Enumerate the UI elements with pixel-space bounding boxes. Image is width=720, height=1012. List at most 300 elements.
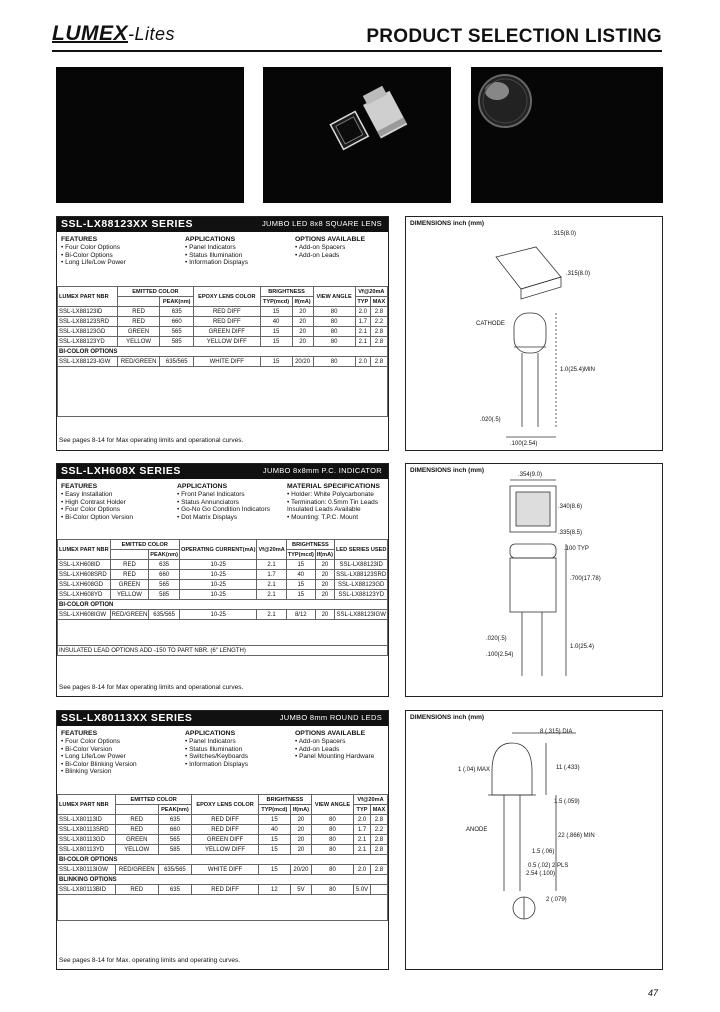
dim-label: 0.5 (.02) 2 PLS (528, 863, 569, 869)
table-row (58, 307, 388, 317)
table-cell: SSL-LX88123YD (58, 337, 118, 347)
table-cell: 15 (286, 560, 315, 570)
table-cell: 2.0 (355, 307, 370, 317)
table-row (58, 570, 388, 580)
features-col (61, 236, 126, 267)
series-description: JUMBO 8x8mm P.C. INDICATOR (262, 466, 382, 475)
photo-pc-indicator (263, 67, 451, 203)
features-col (61, 483, 133, 521)
col-header: VIEW ANGLE (313, 287, 355, 307)
sub-header: MAX (370, 805, 387, 815)
group-label: BI-COLOR OPTION (58, 600, 388, 610)
table-cell: SSL-LX88123SRD (336, 571, 387, 578)
material-item: • Termination: 0.5mm Tin Leads (287, 498, 379, 506)
table-cell: SSL-LXH608IGW (58, 610, 111, 620)
dimensions-unit: inch (mm) (452, 467, 485, 474)
table-cell: SSL-LX80113BID (58, 885, 116, 895)
table-cell: 2.8 (370, 327, 387, 337)
table-cell: 660 (158, 825, 192, 835)
table-cell: 15 (258, 835, 290, 845)
dimensions-drawing-3 (405, 710, 663, 970)
table-cell: GREEN DIFF (194, 327, 260, 337)
application-item: • Front Panel Indicators (177, 491, 245, 499)
footnote: See pages 8-14 for Max. operating limits and operating curves. (59, 957, 241, 964)
table-cell: RED (115, 825, 158, 835)
table-cell: 2.1 (257, 610, 286, 620)
applications-col (185, 730, 248, 768)
table-cell: 10-25 (179, 590, 256, 600)
table-cell: 10-25 (179, 610, 256, 620)
round-led-drawing (406, 711, 664, 971)
table-cell: 20/20 (292, 357, 313, 367)
table-cell: 20 (315, 570, 334, 580)
sub-header: PEAK(nm) (160, 297, 194, 307)
table-cell: RED (117, 307, 160, 317)
table-cell: GREEN (110, 580, 149, 590)
col-header: LUMEX PART NBR (58, 540, 111, 560)
dim-label: .700(17.78) (570, 576, 601, 582)
applications-col (177, 483, 270, 521)
table-cell: 20 (315, 560, 334, 570)
features-col (61, 730, 137, 775)
section-lx88123 (56, 216, 389, 451)
table-cell: 15 (260, 327, 292, 337)
dim-label: 2.54 (.100) (526, 871, 556, 877)
table-cell: 15 (286, 580, 315, 590)
table-cell: 80 (313, 337, 355, 347)
group-label: BLINKING OPTIONS (58, 875, 388, 885)
table-cell: 635 (160, 307, 194, 317)
option-item: • Add-on Spacers (295, 738, 346, 746)
table-cell: SSL-LX88123ID (335, 560, 388, 570)
table-cell: 80 (311, 885, 353, 895)
table-cell: 10-25 (179, 560, 256, 570)
material-head: MATERIAL SPECIFICATIONS (287, 483, 380, 490)
applications-head: APPLICATIONS (177, 483, 228, 490)
feature-item: • Long Life/Low Power (61, 259, 126, 267)
page-number: 47 (648, 988, 659, 998)
dim-label: .020(.5) (486, 636, 507, 642)
application-item: • Information Displays (185, 760, 248, 768)
dim-label: .315(8.0) (552, 231, 577, 237)
logo-brand: LUMEX (52, 22, 128, 45)
dimensions-title: DIMENSIONS inch (mm) (410, 220, 485, 227)
col-header: EMITTED COLOR (117, 287, 193, 297)
sub-header: If(mA) (290, 805, 311, 815)
section-header (57, 711, 388, 726)
dim-label: .335(8.5) (558, 530, 583, 536)
dim-label: .100(2.54) (510, 441, 538, 447)
col-header: BRIGHTNESS (260, 287, 313, 297)
table-cell: RED (115, 815, 158, 825)
table-cell: 15 (258, 865, 290, 875)
col-header: LUMEX PART NBR (58, 795, 116, 815)
table-cell: 585 (160, 337, 194, 347)
dim-label: 1.0(25.4)MIN (560, 367, 596, 373)
table-cell: GREEN DIFF (192, 835, 259, 845)
table-cell: 80 (311, 825, 353, 835)
applications-head: APPLICATIONS (185, 236, 236, 243)
series-description: JUMBO 8mm ROUND LEDS (279, 713, 382, 722)
features-head: FEATURES (61, 236, 98, 243)
table-cell: 15 (260, 337, 292, 347)
table-cell: 20 (290, 815, 311, 825)
table-cell: SSL-LX88123GD (58, 327, 118, 337)
dim-label: .100 TYP (564, 546, 589, 552)
table-cell: 40 (286, 570, 315, 580)
table-cell: 635/565 (158, 865, 192, 875)
table-cell: RED/GREEN (117, 357, 160, 367)
table-cell: SSL-LX88123ID (58, 307, 118, 317)
sub-header: PEAK(nm) (158, 805, 192, 815)
feature-item: • Blinking Version (61, 768, 112, 776)
option-item: • Add-on Spacers (295, 244, 346, 252)
table-cell: 5V (290, 885, 311, 895)
col-header: Vf@20mA (355, 287, 387, 297)
table-cell: 20 (290, 845, 311, 855)
logo-sub: -Lites (128, 24, 176, 44)
dim-label: .340(8.6) (558, 504, 583, 510)
series-title: SSL-LXH608X SERIES (61, 465, 181, 477)
table-row (58, 590, 388, 600)
table-cell: 2.8 (370, 865, 387, 875)
table-cell: 5.0V (354, 885, 371, 895)
table-row (58, 825, 388, 835)
table-cell: 2.1 (354, 845, 371, 855)
options-col (295, 236, 365, 259)
table-cell: 10-25 (179, 570, 256, 580)
col-header: Vf@20mA (354, 795, 388, 805)
table-cell: WHITE DIFF (192, 865, 259, 875)
table-cell: RED DIFF (192, 815, 259, 825)
table-cell: 10-25 (179, 580, 256, 590)
dim-label: 2 (.079) (546, 897, 567, 903)
col-header: BRIGHTNESS (258, 795, 311, 805)
table-cell: 1.7 (354, 825, 371, 835)
table-cell: 635/565 (149, 610, 180, 620)
table-cell: SSL-LX88123GD (335, 580, 388, 590)
table-cell: SSL-LX88123-IGW (58, 357, 118, 367)
section-header (57, 217, 388, 232)
page-header (52, 22, 662, 52)
dim-label: 8 (.315) DIA (540, 729, 573, 735)
dimensions-drawing-2 (405, 463, 663, 697)
table-cell: 585 (158, 845, 192, 855)
applications-col (185, 236, 248, 267)
sub-header: If(mA) (316, 551, 334, 558)
table-cell: 20 (290, 825, 311, 835)
table-cell: 20 (292, 337, 313, 347)
application-item: • Status Annunciators (177, 498, 239, 506)
table-cell: WHITE DIFF (194, 357, 260, 367)
dimensions-unit: inch (mm) (452, 220, 485, 227)
section-header (57, 464, 388, 479)
table-row (58, 885, 388, 895)
table-cell: 565 (160, 327, 194, 337)
table-cell: 660 (149, 570, 180, 580)
application-item: • Panel Indicators (185, 738, 236, 746)
col-header: EMITTED COLOR (110, 540, 179, 550)
table-cell: 80 (311, 845, 353, 855)
dim-label: ANODE (466, 827, 488, 833)
dim-label: .354(9.0) (518, 472, 543, 478)
table-cell: 15 (260, 357, 292, 367)
dim-label: 1.5 (.059) (554, 799, 580, 805)
feature-item: • Easy Installation (61, 491, 113, 499)
table-cell: RED (110, 570, 149, 580)
col-header: EMITTED COLOR (115, 795, 191, 805)
col-header: BRIGHTNESS (286, 540, 334, 550)
table-cell: 20 (290, 835, 311, 845)
sub-header: TYP (355, 297, 370, 307)
series-title: SSL-LX80113XX SERIES (61, 712, 193, 724)
table-cell: 2.1 (355, 337, 370, 347)
table-cell: RED DIFF (192, 825, 259, 835)
spec-table (57, 286, 388, 417)
table-cell: 2.0 (355, 357, 370, 367)
header-rule (52, 50, 662, 52)
table-cell: 2.2 (370, 825, 387, 835)
table-cell: 2.1 (257, 590, 286, 600)
table-cell: 80 (313, 307, 355, 317)
material-col (287, 483, 380, 521)
dim-label: 22 (.866) MIN (558, 833, 595, 839)
table-cell: 2.8 (370, 845, 387, 855)
section-lxh608 (56, 463, 389, 697)
table-cell: 635 (158, 815, 192, 825)
options-head: OPTIONS AVAILABLE (295, 236, 366, 243)
table-cell: SSL-LX80113GD (58, 835, 116, 845)
table-cell: 15 (260, 307, 292, 317)
series-title: SSL-LX88123XX SERIES (61, 218, 193, 230)
feature-item: • Bi-Color Version (61, 745, 113, 753)
table-cell: 660 (160, 317, 194, 327)
page-title: PRODUCT SELECTION LISTING (366, 26, 662, 47)
table-row (58, 815, 388, 825)
table-cell: 1.7 (355, 317, 370, 327)
table-cell: 2.1 (257, 580, 286, 590)
table-row (58, 357, 388, 367)
sub-header: TYP(mcd) (260, 297, 292, 307)
dimensions-title: DIMENSIONS inch (mm) (410, 467, 485, 474)
option-item: • Panel Mounting Hardware (295, 753, 375, 761)
feature-item: • High Contrast Holder (61, 498, 126, 506)
application-item: • Status Illumination (185, 251, 243, 259)
table-cell: 40 (260, 317, 292, 327)
material-item: • Holder: White Polycarbonate (287, 491, 374, 499)
dim-label: 11 (.433) (556, 765, 580, 771)
table-cell: SSL-LXH608ID (58, 560, 111, 570)
col-header: EPOXY LENS COLOR (194, 287, 260, 307)
col-header: Vf@20mA (257, 540, 286, 560)
table-cell: 635 (149, 560, 180, 570)
table-cell: 635/565 (160, 357, 194, 367)
material-item: • Mounting: T.P.C. Mount (287, 513, 359, 521)
dimensions-unit: inch (mm) (452, 714, 485, 721)
option-item: • Add-on Leads (295, 251, 340, 259)
features-block (57, 726, 388, 794)
application-item: • Go-No Go Condition Indicators (177, 506, 270, 514)
table-cell: 565 (149, 580, 180, 590)
sub-header: MAX (370, 297, 387, 307)
options-head: OPTIONS AVAILABLE (295, 730, 366, 737)
table-row (58, 580, 388, 590)
col-header: OPERATING CURRENT(mA) (179, 540, 256, 560)
table-cell: 2.1 (354, 835, 371, 845)
table-cell: 20 (292, 317, 313, 327)
series-description: JUMBO LED 8x8 SQUARE LENS (261, 219, 382, 228)
table-cell: 1.7 (257, 570, 286, 580)
table-cell: YELLOW (117, 337, 160, 347)
table-cell: 15 (258, 845, 290, 855)
table-cell: 2.8 (370, 835, 387, 845)
col-header: LUMEX PART NBR (58, 287, 118, 307)
table-cell: 20 (315, 580, 334, 590)
dim-label: .020(.5) (480, 417, 501, 423)
feature-item: • Bi-Color Blinking Version (61, 760, 137, 768)
table-cell: SSL-LX88123YD (335, 590, 388, 600)
table-cell: RED (115, 885, 158, 895)
section-lx80113 (56, 710, 389, 970)
group-label: BI-COLOR OPTIONS (58, 855, 388, 865)
table-cell: RED DIFF (192, 885, 259, 895)
dim-label: .315(8.0) (566, 271, 591, 277)
feature-item: • Bi-Color Option Version (61, 513, 134, 521)
application-item: • Panel Indicators (185, 244, 236, 252)
dim-label: 1.5 (.06) (532, 849, 555, 855)
table-row (58, 845, 388, 855)
table-cell: 15 (286, 590, 315, 600)
dimensions-title: DIMENSIONS inch (mm) (410, 714, 485, 721)
table-cell: 2.2 (370, 317, 387, 327)
col-header: EPOXY LENS COLOR (192, 795, 259, 815)
table-cell: YELLOW DIFF (192, 845, 259, 855)
dim-label: CATHODE (476, 321, 505, 327)
table-cell (370, 885, 387, 895)
table-cell: 80 (313, 357, 355, 367)
features-block (57, 479, 388, 539)
feature-item: • Four Color Options (61, 244, 120, 252)
features-head: FEATURES (61, 730, 98, 737)
table-cell: RED (117, 317, 160, 327)
sub-header: TYP (354, 805, 371, 815)
table-cell: SSL-LXH608GD (58, 580, 111, 590)
table-row (58, 835, 388, 845)
feature-item: • Bi-Color Options (61, 251, 113, 259)
application-item: • Status Illumination (185, 745, 243, 753)
table-cell: 80 (311, 815, 353, 825)
table-cell: 2.1 (257, 560, 286, 570)
table-row (58, 610, 388, 620)
dim-label: 1 (.04) MAX (458, 767, 491, 773)
table-cell: 2.0 (354, 865, 371, 875)
table-cell: SSL-LXH608SRD (58, 570, 111, 580)
table-cell: RED/GREEN (115, 865, 158, 875)
table-cell: 565 (158, 835, 192, 845)
table-cell: 40 (258, 825, 290, 835)
table-cell: SSL-LX80113YD (58, 845, 116, 855)
table-cell: 12 (258, 885, 290, 895)
table-cell: SSL-LX80113SRD (58, 825, 116, 835)
spec-table (57, 539, 388, 656)
table-row (58, 865, 388, 875)
insulated-note: INSULATED LEAD OPTIONS ADD -150 TO PART NBR. (6" LENGTH) (58, 646, 388, 656)
table-cell: 2.1 (355, 327, 370, 337)
table-cell: 20 (292, 307, 313, 317)
sub-header: TYP(mcd) (287, 551, 314, 558)
group-label: BI-COLOR OPTIONS (58, 347, 388, 357)
table-cell: 2.8 (370, 337, 387, 347)
table-row (58, 317, 388, 327)
table-cell: 20 (315, 590, 334, 600)
table-cell: 20 (292, 327, 313, 337)
sub-header: TYP(mcd) (258, 805, 290, 815)
col-header: VIEW ANGLE (311, 795, 353, 815)
dim-label: .100(2.54) (486, 652, 514, 658)
sub-header: If(mA) (292, 297, 313, 307)
table-cell: 15 (258, 815, 290, 825)
table-row (58, 337, 388, 347)
table-cell: YELLOW (110, 590, 149, 600)
table-cell: 80 (313, 317, 355, 327)
table-row (58, 327, 388, 337)
feature-item: • Four Color Options (61, 506, 120, 514)
table-cell: 80 (311, 865, 353, 875)
footnote: See pages 8-14 for Max operating limits and operational curves. (59, 437, 244, 444)
feature-item: • Four Color Options (61, 738, 120, 746)
table-cell: SSL-LX88123SRD (58, 317, 118, 327)
table-cell: 635 (158, 885, 192, 895)
dim-label: 1.0(25.4) (570, 644, 595, 650)
table-cell: 2.8 (370, 357, 387, 367)
col-header: LED SERIES USED (335, 540, 388, 560)
feature-item: • Long Life/Low Power (61, 753, 126, 761)
table-cell: 20/20 (290, 865, 311, 875)
table-cell: 585 (149, 590, 180, 600)
table-cell: 2.8 (370, 815, 387, 825)
option-item: • Add-on Leads (295, 745, 340, 753)
table-cell: SSL-LXH608YD (58, 590, 111, 600)
application-item: • Switches/Keyboards (185, 753, 248, 761)
table-cell: RED/GREEN (111, 611, 148, 618)
table-cell: RED DIFF (194, 317, 260, 327)
led-square-drawing (406, 217, 664, 452)
applications-head: APPLICATIONS (185, 730, 236, 737)
photo-round-led (471, 67, 663, 203)
table-cell: YELLOW (115, 845, 158, 855)
features-block (57, 232, 388, 286)
table-cell: SSL-LX88123IGW (336, 611, 386, 618)
dimensions-drawing-1 (405, 216, 663, 451)
table-cell: 2.0 (354, 815, 371, 825)
pc-indicator-drawing (406, 464, 664, 698)
table-cell: 2.8 (370, 307, 387, 317)
sub-header: PEAK(nm) (150, 551, 178, 558)
table-cell: GREEN (117, 327, 160, 337)
spec-table (57, 794, 388, 921)
table-cell: 20 (315, 610, 334, 620)
table-row (58, 560, 388, 570)
table-cell: GREEN (115, 835, 158, 845)
application-item: • Information Displays (185, 259, 248, 267)
lumex-logo (52, 22, 175, 46)
table-cell: 80 (311, 835, 353, 845)
table-cell: RED (110, 560, 149, 570)
features-head: FEATURES (61, 483, 98, 490)
photo-square-led (56, 67, 244, 203)
footnote: See pages 8-14 for Max operating limits and operational curves. (59, 684, 244, 691)
table-cell: SSL-LX80113IGW (58, 865, 116, 875)
